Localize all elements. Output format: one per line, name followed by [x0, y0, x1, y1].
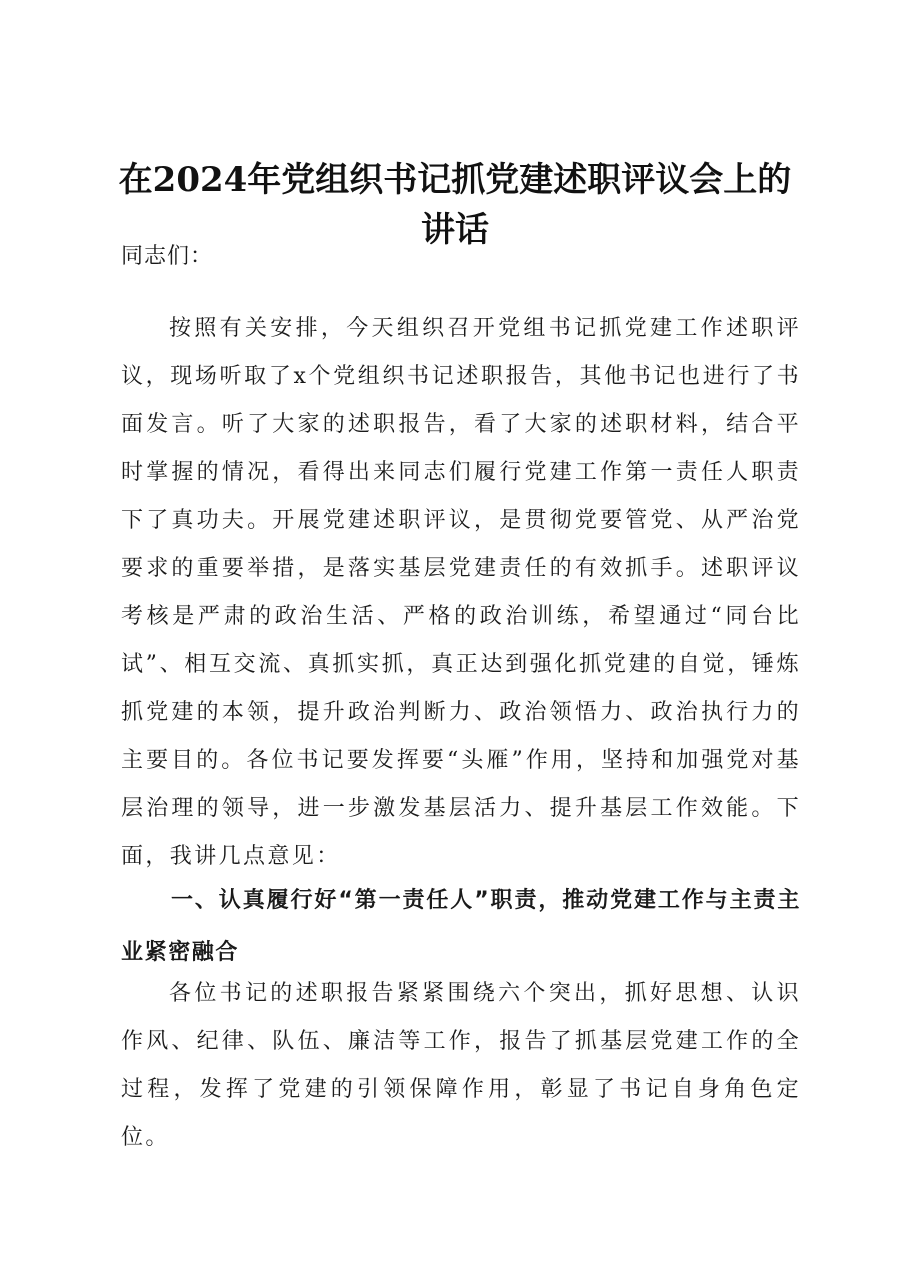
document-title: 在2024年党组织书记抓党建述职评议会上的讲话 [118, 160, 792, 250]
section-heading-1: 一、认真履行好“第一责任人”职责，推动党建工作与主责主业紧密融合 [121, 888, 801, 965]
greeting: 同志们： [121, 244, 214, 269]
paragraph-1: 按照有关安排，今天组织召开党组书记抓党建工作述职评议，现场听取了x个党组织书记述职报告，其他书记也进行了书面发言。听了大家的述职报告，看了大家的述职材料，结合平时掌握的情况，看得出来同志们履行党建工作第一责任人职责下了真功夫。开展党建述职评议，是贯彻党要管党、从严治党要求的重要举措，是落实基层党建责任的有效抓手。述职评议考核是严肃的政治生活、严格的政治训练，希望通过“同台比试”、相互交流、真抓实抓，真正达到强化抓党建的自觉，锤炼抓党建的本领，提升政治判断力、政治领悟力、政治执行力的主要目的。各位书记要发挥要“头雁”作用，坚持和加强党对基层治理的领导，进一步激发基层活力、提升基层工作效能。下面，我讲几点意见： [121, 316, 801, 869]
paragraph-2: 各位书记的述职报告紧紧围绕六个突出，抓好思想、认识作风、纪律、队伍、廉洁等工作，报告了抓基层党建工作的全过程，发挥了党建的引领保障作用，彰显了书记自身角色定位。 [121, 981, 801, 1150]
